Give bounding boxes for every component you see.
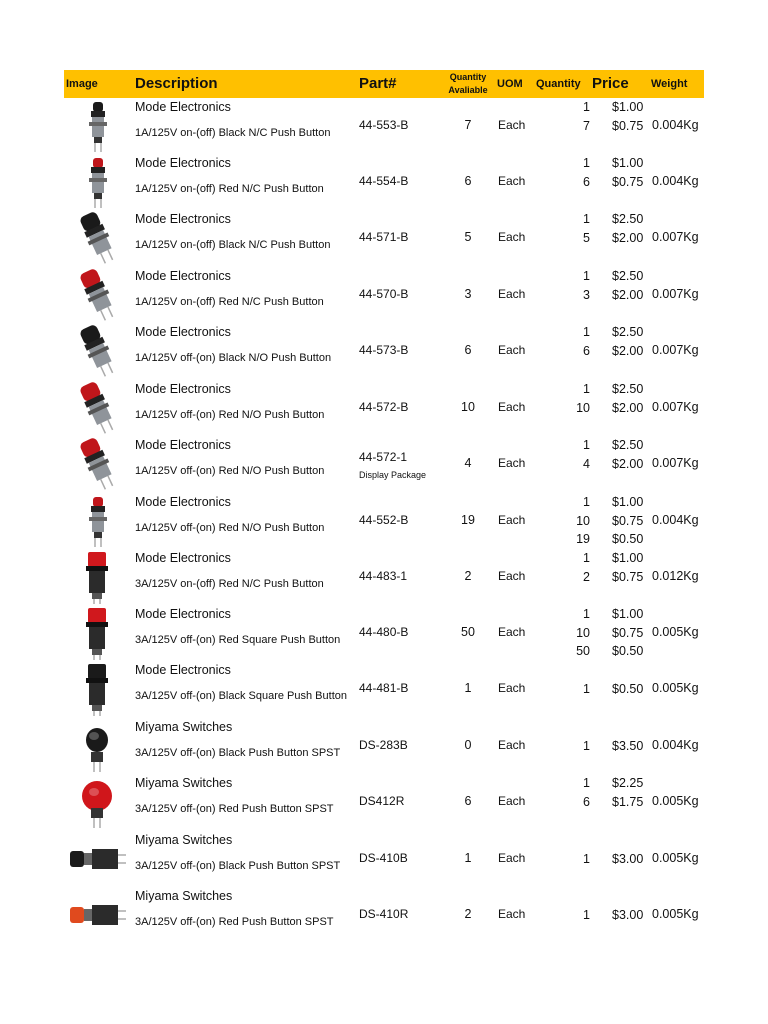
- tier-quantity: 10: [576, 400, 590, 415]
- product-description: 3A/125V off-(on) Red Square Push Button: [135, 634, 341, 646]
- header-quantity-available: Quantity Avaliable: [448, 72, 488, 95]
- quantity-tiers: [534, 436, 590, 473]
- tier-quantity: 1: [583, 682, 590, 696]
- red-push-button-icon: [64, 380, 132, 436]
- red-push-button-icon: [64, 267, 132, 323]
- unit-of-measure: Each: [498, 287, 526, 301]
- part-number: DS-410B: [359, 851, 408, 865]
- part-number: 44-571-B: [359, 230, 409, 244]
- weight-value: 0.004Kg: [652, 118, 699, 132]
- quantity-available: 4: [464, 456, 472, 470]
- product-description: 1A/125V on-(off) Red N/C Push Button: [135, 183, 324, 195]
- price-tiers: [612, 98, 643, 135]
- tier-quantity: 1: [583, 776, 590, 790]
- quantity-tiers: [534, 380, 590, 417]
- quantity-tiers: [534, 774, 590, 811]
- tier-price: $3.00: [612, 908, 644, 922]
- price-tiers: [612, 774, 643, 811]
- table-row: [64, 436, 704, 492]
- tier-quantity: 1: [583, 269, 590, 283]
- quantity-tiers: [534, 98, 590, 135]
- unit-of-measure: Each: [498, 851, 526, 865]
- quantity-available: 6: [464, 174, 472, 188]
- header-uom: UOM: [497, 78, 523, 90]
- weight-value: 0.007Kg: [652, 287, 699, 301]
- quantity-available: 7: [464, 118, 472, 132]
- unit-of-measure: Each: [498, 907, 526, 921]
- quantity-tiers: [534, 681, 590, 697]
- tier-price: $2.50: [612, 212, 644, 226]
- tier-quantity: 1: [583, 607, 590, 621]
- table-row: [64, 887, 704, 943]
- tier-quantity: 10: [576, 513, 590, 528]
- quantity-tiers: [534, 210, 590, 247]
- product-description: 1A/125V on-(off) Red N/C Push Button: [135, 296, 324, 308]
- product-description: 1A/125V off-(on) Black N/O Push Button: [135, 352, 332, 364]
- unit-of-measure: Each: [498, 174, 526, 188]
- tier-price: $2.50: [612, 269, 644, 283]
- tier-quantity: 4: [583, 456, 590, 471]
- red-side-push-button-icon: [64, 887, 132, 943]
- manufacturer-name: Mode Electronics: [135, 100, 231, 114]
- manufacturer-name: Miyama Switches: [135, 776, 233, 790]
- header-quantity: Quantity: [536, 78, 581, 90]
- quantity-available: 2: [464, 907, 472, 921]
- quantity-available: 10: [461, 400, 475, 414]
- weight-value: 0.005Kg: [652, 794, 699, 808]
- red-push-button-icon: [64, 436, 132, 492]
- tier-quantity: 1: [583, 212, 590, 226]
- tier-price: $0.75: [612, 174, 644, 189]
- tier-price: $1.00: [612, 156, 644, 170]
- red-mini-push-button-icon: [64, 493, 132, 549]
- tier-quantity: 3: [583, 287, 590, 302]
- product-description: 3A/125V off-(on) Black Push Button SPST: [135, 747, 341, 759]
- price-tiers: [612, 851, 643, 867]
- unit-of-measure: Each: [498, 681, 526, 695]
- tier-quantity: 6: [583, 794, 590, 809]
- red-mini-push-button-icon: [64, 154, 132, 210]
- tier-price: $1.75: [612, 794, 644, 809]
- black-round-push-button-icon: [64, 718, 132, 774]
- unit-of-measure: Each: [498, 118, 526, 132]
- manufacturer-name: Mode Electronics: [135, 438, 231, 452]
- unit-of-measure: Each: [498, 794, 526, 808]
- header-image: Image: [66, 78, 98, 90]
- tier-price: $0.75: [612, 625, 644, 640]
- tier-price: $1.00: [612, 495, 644, 509]
- tier-price: $2.50: [612, 438, 644, 452]
- table-header: [64, 70, 704, 98]
- red-square-push-button-icon: [64, 549, 132, 605]
- quantity-available: 0: [464, 738, 472, 752]
- quantity-tiers: [534, 738, 590, 754]
- red-round-push-button-icon: [64, 774, 132, 830]
- manufacturer-name: Mode Electronics: [135, 607, 231, 621]
- price-tiers: [612, 605, 643, 661]
- tier-quantity: 1: [583, 382, 590, 396]
- manufacturer-name: Mode Electronics: [135, 156, 231, 170]
- price-tiers: [612, 549, 643, 586]
- table-row: [64, 718, 704, 774]
- table-row: [64, 605, 704, 661]
- black-push-button-icon: [64, 210, 132, 266]
- quantity-tiers: [534, 851, 590, 867]
- header-part-number: Part#: [359, 75, 397, 92]
- price-tiers: [612, 738, 643, 754]
- weight-value: 0.004Kg: [652, 174, 699, 188]
- product-description: 3A/125V off-(on) Red Push Button SPST: [135, 803, 334, 815]
- quantity-available: 1: [464, 681, 472, 695]
- tier-price: $2.00: [612, 400, 644, 415]
- tier-price: $0.75: [612, 569, 644, 584]
- black-side-push-button-icon: [64, 831, 132, 887]
- unit-of-measure: Each: [498, 513, 526, 527]
- part-number: 44-554-B: [359, 174, 409, 188]
- manufacturer-name: Mode Electronics: [135, 382, 231, 396]
- unit-of-measure: Each: [498, 569, 526, 583]
- weight-value: 0.005Kg: [652, 625, 699, 639]
- product-description: 1A/125V off-(on) Red N/O Push Button: [135, 409, 325, 421]
- weight-value: 0.004Kg: [652, 738, 699, 752]
- price-tiers: [612, 210, 643, 247]
- unit-of-measure: Each: [498, 230, 526, 244]
- tier-quantity: 1: [583, 551, 590, 565]
- tier-quantity: 1: [583, 438, 590, 452]
- manufacturer-name: Mode Electronics: [135, 325, 231, 339]
- header-weight: Weight: [651, 78, 688, 90]
- black-push-button-icon: [64, 323, 132, 379]
- product-description: 1A/125V off-(on) Red N/O Push Button: [135, 522, 325, 534]
- part-number: DS-410R: [359, 907, 409, 921]
- product-description: 3A/125V off-(on) Black Push Button SPST: [135, 860, 341, 872]
- part-number: 44-572-1: [359, 450, 408, 464]
- table-row: [64, 380, 704, 436]
- tier-price: $2.50: [612, 382, 644, 396]
- tier-quantity: 1: [583, 100, 590, 114]
- quantity-tiers: [534, 267, 590, 304]
- manufacturer-name: Miyama Switches: [135, 833, 233, 847]
- quantity-available: 50: [461, 625, 475, 639]
- quantity-tiers: [534, 549, 590, 586]
- tier-quantity: 6: [583, 343, 590, 358]
- tier-quantity: 5: [583, 230, 590, 245]
- tier-quantity: 50: [576, 644, 590, 658]
- tier-price: $3.50: [612, 739, 644, 753]
- price-tiers: [612, 154, 643, 191]
- tier-price: $3.00: [612, 852, 644, 866]
- tier-price: $1.00: [612, 607, 644, 621]
- price-tiers: [612, 493, 643, 549]
- tier-quantity: 7: [583, 118, 590, 133]
- tier-price: $0.50: [612, 532, 644, 546]
- tier-price: $2.50: [612, 325, 644, 339]
- unit-of-measure: Each: [498, 625, 526, 639]
- quantity-available: 2: [464, 569, 472, 583]
- manufacturer-name: Miyama Switches: [135, 720, 233, 734]
- tier-quantity: 1: [583, 739, 590, 753]
- tier-price: $0.50: [612, 682, 644, 696]
- weight-value: 0.007Kg: [652, 343, 699, 357]
- tier-quantity: 1: [583, 908, 590, 922]
- tier-price: $2.00: [612, 287, 644, 302]
- price-tiers: [612, 436, 643, 473]
- quantity-available: 5: [464, 230, 472, 244]
- part-number: DS412R: [359, 794, 405, 808]
- product-description: 1A/125V off-(on) Red N/O Push Button: [135, 465, 325, 477]
- part-number: 44-572-B: [359, 400, 409, 414]
- tier-quantity: 19: [576, 532, 590, 546]
- red-square-push-button-icon: [64, 605, 132, 661]
- tier-price: $2.00: [612, 343, 644, 358]
- unit-of-measure: Each: [498, 456, 526, 470]
- manufacturer-name: Mode Electronics: [135, 212, 231, 226]
- tier-price: $1.00: [612, 100, 644, 114]
- tier-quantity: 2: [583, 569, 590, 584]
- tier-quantity: 6: [583, 174, 590, 189]
- quantity-tiers: [534, 907, 590, 923]
- manufacturer-name: Mode Electronics: [135, 495, 231, 509]
- product-description: 3A/125V off-(on) Red Push Button SPST: [135, 916, 334, 928]
- manufacturer-name: Mode Electronics: [135, 269, 231, 283]
- quantity-available: 19: [461, 513, 475, 527]
- weight-value: 0.007Kg: [652, 400, 699, 414]
- price-tiers: [612, 267, 643, 304]
- part-number: 44-573-B: [359, 343, 409, 357]
- product-description: 1A/125V on-(off) Black N/C Push Button: [135, 127, 331, 139]
- price-tiers: [612, 907, 643, 923]
- table-row: [64, 154, 704, 210]
- weight-value: 0.007Kg: [652, 456, 699, 470]
- unit-of-measure: Each: [498, 738, 526, 752]
- weight-value: 0.012Kg: [652, 569, 699, 583]
- manufacturer-name: Mode Electronics: [135, 663, 231, 677]
- tier-price: $0.75: [612, 118, 644, 133]
- price-tiers: [612, 681, 643, 697]
- table-row: [64, 831, 704, 887]
- product-description: 1A/125V on-(off) Black N/C Push Button: [135, 239, 331, 251]
- tier-quantity: 1: [583, 495, 590, 509]
- tier-quantity: 10: [576, 625, 590, 640]
- table-row: [64, 549, 704, 605]
- header-price: Price: [592, 75, 629, 92]
- part-number: 44-483-1: [359, 569, 408, 583]
- part-number: 44-570-B: [359, 287, 409, 301]
- black-square-push-button-icon: [64, 661, 132, 717]
- product-description: 3A/125V on-(off) Red N/C Push Button: [135, 578, 324, 590]
- quantity-tiers: [534, 154, 590, 191]
- tier-price: $2.00: [612, 230, 644, 245]
- part-number: 44-481-B: [359, 681, 409, 695]
- package-note: Display Package: [359, 470, 427, 480]
- quantity-tiers: [534, 323, 590, 360]
- black-mini-push-button-icon: [64, 98, 132, 154]
- tier-price: $2.25: [612, 776, 644, 790]
- price-tiers: [612, 380, 643, 417]
- quantity-available: 6: [464, 343, 472, 357]
- tier-price: $2.00: [612, 456, 644, 471]
- part-number: 44-553-B: [359, 118, 409, 132]
- weight-value: 0.005Kg: [652, 681, 699, 695]
- product-description: 3A/125V off-(on) Black Square Push Button: [135, 690, 347, 702]
- table-row: [64, 210, 704, 266]
- part-number: DS-283B: [359, 738, 408, 752]
- manufacturer-name: Miyama Switches: [135, 889, 233, 903]
- weight-value: 0.007Kg: [652, 230, 699, 244]
- weight-value: 0.005Kg: [652, 851, 699, 865]
- tier-price: $0.50: [612, 644, 644, 658]
- table-row: [64, 267, 704, 323]
- part-number: 44-480-B: [359, 625, 409, 639]
- quantity-available: 6: [464, 794, 472, 808]
- price-tiers: [612, 323, 643, 360]
- table-row: [64, 323, 704, 379]
- unit-of-measure: Each: [498, 343, 526, 357]
- quantity-available: 3: [464, 287, 472, 301]
- table-row: [64, 774, 704, 830]
- table-row: [64, 98, 704, 154]
- weight-value: 0.004Kg: [652, 513, 699, 527]
- part-number: 44-552-B: [359, 513, 409, 527]
- tier-quantity: 1: [583, 156, 590, 170]
- quantity-tiers: [534, 493, 590, 549]
- tier-price: $0.75: [612, 513, 644, 528]
- weight-value: 0.005Kg: [652, 907, 699, 921]
- table-row: [64, 493, 704, 549]
- tier-price: $1.00: [612, 551, 644, 565]
- quantity-tiers: [534, 605, 590, 661]
- table-row: [64, 661, 704, 717]
- header-description: Description: [135, 75, 218, 92]
- manufacturer-name: Mode Electronics: [135, 551, 231, 565]
- unit-of-measure: Each: [498, 400, 526, 414]
- tier-quantity: 1: [583, 325, 590, 339]
- quantity-available: 1: [464, 851, 472, 865]
- tier-quantity: 1: [583, 852, 590, 866]
